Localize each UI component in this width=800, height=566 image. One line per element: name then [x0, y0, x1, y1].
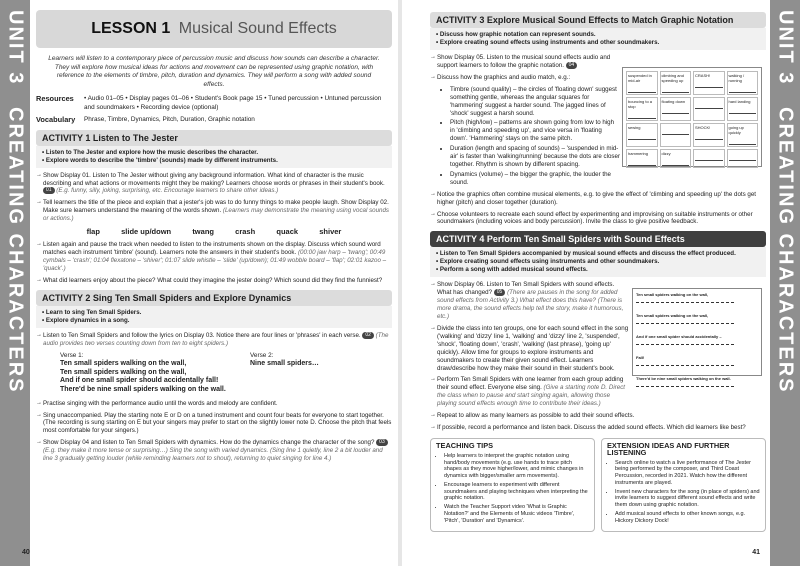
resources-text: • Audio 01–05 • Display pages 01–06 • Student's Book page 15 • Tuned percussion • Untuned percussion and soundmakers • Recording device (optional) — [84, 95, 382, 111]
teaching-tips-title: TEACHING TIPS — [436, 440, 494, 450]
element-item: • Duration (length and spacing of sounds) – 'suspended in mid-air' is faster than 'walking/running' because the dots are closer together. Rhythm is shown by different spacing. — [450, 145, 620, 169]
step-text: Listen again and pause the track when needed to listen to the instruments shown on the display. Discuss which sound word matches each instrument 'timbre' (sound). Learners note the answers in their student's book. — [43, 241, 381, 257]
left-content — [36, 0, 392, 467]
activity-2-objectives: • Learn to sing Ten Small Spiders. • Explore dynamics in a song. — [36, 306, 392, 328]
activity-3-heading: ACTIVITY 3 Explore Musical Sound Effects to Match Graphic Notation — [430, 12, 766, 28]
unit-label: UNIT 3 — [774, 10, 797, 86]
audio-badge-01[interactable]: 01 — [43, 187, 55, 194]
vocabulary-row — [36, 116, 392, 124]
notation-cell: walking / running — [727, 71, 759, 95]
vocabulary-label: Vocabulary — [36, 115, 76, 125]
extension-title: EXTENSION IDEAS AND FURTHER LISTENING — [607, 440, 730, 457]
resources-label: Resources — [36, 94, 74, 104]
step-text: Perform Ten Small Spiders with one learner from each group adding their sound effect. Everyone else sing. — [437, 376, 624, 392]
step-note: (Give a starting note D. Direct the class when to pause and start singing again, allowing those playing sound effects enough time to contribute their ideas.) — [437, 384, 626, 408]
extension-list — [607, 460, 760, 525]
lesson-number: LESSON 1 — [91, 20, 171, 37]
notation-cell — [693, 97, 725, 121]
unit-tab — [0, 0, 30, 566]
right-content — [430, 0, 766, 532]
notation-cell: climbing and speeding up — [660, 71, 692, 95]
audio-badge-04[interactable]: 04 — [566, 62, 578, 69]
activity-2-step-4 — [36, 439, 392, 463]
left-page — [0, 0, 398, 566]
tip-item: • Help learners to interpret the graphic notation using hand/body movements (e.g. use hands to trace pitch shapes as they move higher/lower, and mimic changes in dynamics with bigger/smaller arm movements). — [444, 453, 589, 480]
verse-2 — [250, 352, 319, 395]
verse-1 — [60, 352, 250, 395]
unit-label: UNIT 3 — [4, 10, 27, 86]
activity-3-objectives: • Discuss how graphic notation can represent sounds. • Explore creating sound effects using instruments and other soundmakers. — [430, 28, 766, 50]
spider-song-display — [632, 288, 762, 381]
notation-cell: floating down — [660, 97, 692, 121]
element-item: • Timbre (sound quality) – the circles of 'floating down' suggest something gentle, whereas the angular squares for 'hammering' suggest a harder sound. The jagged lines of 'shock' suggest a harsh sound. — [450, 86, 620, 118]
activity-1-step-2 — [36, 199, 392, 223]
notation-cell — [660, 123, 692, 147]
activity-1-heading: ACTIVITY 1 Listen to The Jester — [36, 130, 392, 146]
activity-2-step-1 — [36, 332, 392, 348]
activity-4-step-5: → If possible, record a performance and listen back. Discuss the added sound effects. Which did learners like best? — [430, 424, 766, 432]
activity-4-step-2: → Divide the class into ten groups, one for each sound effect in the song ('walking' and 'dizzy' line 1, 'walking' and 'dizzy' line 2, 'suspended', 'shock', 'floating down', 'crash', 'walking' (last phrase), 'going up' quickly). Allow time for groups to explore instruments and soundmakers to create their given sound effect. Learners draw/describe how they make their sound in their student's book. — [430, 325, 630, 372]
notation-cell: hammering — [626, 149, 658, 168]
notation-cell: SHOCK! — [693, 123, 725, 147]
activity-1-step-4: → What did learners enjoy about the piece? What could they imagine the jester doing? Which sound did they find the funniest? — [36, 277, 392, 285]
audio-badge-03[interactable]: 03 — [376, 439, 388, 446]
extension-item: • Add musical sound effects to other known songs, e.g. Hickory Dickory Dock! — [615, 511, 760, 525]
activity-4-heading: ACTIVITY 4 Perform Ten Small Spiders with Sound Effects — [430, 231, 766, 247]
verse-block — [60, 352, 392, 395]
activity-2-step-2: → Practise singing with the performance audio until the words and melody are confident. — [36, 400, 392, 408]
audio-badge-05[interactable]: 05 — [494, 289, 506, 296]
verse-line: And if one small spider should accidentally fall! — [60, 377, 219, 385]
sound-word: quack — [276, 227, 299, 237]
notation-cell — [727, 149, 759, 168]
sound-word: twang — [192, 227, 214, 237]
activity-3-step-2: → Discuss how the graphics and audio match, e.g.: — [430, 74, 620, 82]
spider-lyric: There'd be nine small spiders walking on the wall. — [636, 376, 758, 387]
step-text: Listen to Ten Small Spiders and follow the lyrics on Display 03. Notice there are four lines or 'phrases' in each verse. — [43, 331, 361, 339]
extension-item: • Invent new characters for the song (in place of spiders) and invite learners to suggest different sound effects and write them down using graphic notation. — [615, 489, 760, 509]
spider-lyric: And if one small spider should accidentally – — [636, 334, 758, 345]
elements-list — [450, 86, 620, 187]
step-note: (The audio provides two verses counting down from ten to eight spiders.) — [43, 331, 389, 347]
sound-word: shiver — [319, 227, 342, 237]
verse-line: Nine small spiders… — [250, 360, 319, 368]
extension-box — [601, 438, 766, 532]
lesson-header — [36, 10, 392, 48]
step-note: (E.g. funny, silly, joking, surprising, etc. Encourage learners to share other ideas.) — [56, 187, 279, 195]
step-text: Show Display 01. Listen to The Jester without giving any background information. What kind of character is the music describing and what actions or movements might they be making? Learners choose words or phrases in their student's book. — [43, 171, 385, 187]
lesson-subtitle: Musical Sound Effects — [178, 20, 337, 37]
notation-cell: bouncing to a stop — [626, 97, 658, 121]
activity-2-step-3: → Sing unaccompanied. Play the starting note E or D on a tuned instrument and count four beats for everyone to start together. (The recording is sung starting on E but your singers may prefer to start on the slightly lower note D. Choose the pitch that feels most comfortable for your singers.) — [36, 412, 392, 436]
element-item: • Pitch (high/low) – patterns are shown going from low to high in 'climbing and speeding up', and vice versa in 'floating down'. 'Hammering' stays on the same pitch. — [450, 119, 620, 143]
spider-lyric: Fall! — [636, 355, 758, 366]
lesson-intro: Learners will listen to a contemporary piece of percussion music and discuss how sounds can describe a character. They will explore how musical ideas for actions and movement can be represented using graphic notation, with reference to the elements of timbre, pitch, duration and dynamics. They will perform a song with added sound effects. — [48, 55, 380, 88]
notation-cell: going up quickly — [727, 123, 759, 147]
step-note: (E.g. they make it more tense or surprising…) Sing the song with varied dynamics. (Sing line 1 quietly, line 2 a bit louder and line 3 gradually getting louder (while reminding learners not to shout), returning to quiet singing for line 4.) — [43, 447, 383, 463]
activity-4-objectives: • Listen to Ten Small Spiders accompanied by musical sound effects and discuss the effect produced. • Explore creating sound effects using instruments and other soundmakers. • Perform a song with added musical sound effects. — [430, 247, 766, 277]
tip-item: • Watch the Teacher Support video 'What is Graphic Notation?' and the Elements of Music videos 'Timbre', 'Pitch', 'Duration' and 'Dynamics'. — [444, 504, 589, 524]
spider-lyric: Ten small spiders walking on the wall, — [636, 313, 758, 324]
notation-cell: CRASH! — [693, 71, 725, 95]
unit-tab — [770, 0, 800, 566]
activity-3-step-4: → Choose volunteers to recreate each sound effect by experimenting and improvising on suitable instruments or other soundmakers (including voices and body percussion). Invite the class to give positive feedback. — [430, 211, 766, 227]
step-text: Show Display 05. Listen to the musical sound effects audio and support learners to follow the graphic notation. — [437, 54, 611, 70]
step-note: (There are pauses in the song for added sound effects from Activity 3.) What effect does this have? (There is more drama, the sound effects help tell the story, make it humorous, etc.) — [437, 289, 624, 321]
bottom-boxes — [430, 438, 766, 532]
spider-lyric: Ten small spiders walking on the wall, — [636, 292, 758, 303]
page-number: 40 — [22, 549, 30, 556]
verse-line: Ten small spiders walking on the wall, — [60, 368, 187, 376]
step-text: Tell learners the title of the piece and explain that a jester's job was to do funny things to make people laugh. Show Display 02. Make sure learners understand the meaning of the words shown. — [43, 199, 389, 215]
step-note: (00:00 jaw harp – 'twang'; 00:49 cymbals – 'crash'; 01:04 flexatone – 'shiver'; 01:07 slide whistle – 'slide' (up/down); 01:49 wobble board – 'flap'; 02:01 kazoo – 'quack'.) — [43, 249, 387, 272]
notation-cell: dizzy — [660, 149, 692, 168]
sound-word: slide up/down — [121, 227, 172, 237]
activity-3-step-3: → Notice the graphics often combine musical elements, e.g. to give the effect of 'climbing and speeding up' the dots get higher (pitch) and closer together (duration). — [430, 191, 766, 207]
vocabulary-text: Phrase, Timbre, Dynamics, Pitch, Duration, Graphic notation — [84, 116, 255, 124]
activity-4-step-1 — [430, 281, 630, 321]
unit-title: CREATING CHARACTERS — [4, 107, 27, 394]
teaching-tips-box — [430, 438, 595, 532]
notation-cell: hard landing — [727, 97, 759, 121]
notation-cell — [693, 149, 725, 168]
notation-cell: suspended in mid-air — [626, 71, 658, 95]
verse-label: Verse 2: — [250, 351, 274, 359]
resources-row — [36, 95, 392, 112]
verse-label: Verse 1: — [60, 351, 84, 359]
step-text: Show Display 06. Listen to Ten Small Spiders with sound effects. What has changed? — [437, 281, 615, 297]
activity-4-step-4: → Repeat to allow as many learners as possible to add their sound effects. — [430, 412, 766, 420]
sound-word: crash — [235, 227, 256, 237]
teaching-tips-list — [436, 453, 589, 525]
unit-title: CREATING CHARACTERS — [774, 107, 797, 394]
page-number: 41 — [752, 549, 760, 556]
right-page — [402, 0, 800, 566]
lesson-title — [91, 20, 337, 38]
audio-badge-02[interactable]: 02 — [362, 332, 374, 339]
activity-2-heading: ACTIVITY 2 Sing Ten Small Spiders and Explore Dynamics — [36, 290, 392, 306]
graphic-notation-display — [622, 67, 762, 167]
verse-line: Ten small spiders walking on the wall, — [60, 360, 187, 368]
extension-item: • Search online to watch a live performance of The Jester being performed by the composer, and Third Coast Percussion, recorded in 2021. Watch how the different instruments are played. — [615, 460, 760, 487]
activity-3-step-1 — [430, 54, 620, 70]
activity-1-step-1 — [36, 172, 392, 196]
notation-cell: sewing — [626, 123, 658, 147]
sound-words — [76, 227, 352, 236]
activity-1-objectives: • Listen to The Jester and explore how the music describes the character. • Explore words to describe the 'timbre' (sounds) made by different instruments. — [36, 146, 392, 168]
activity-4-step-3 — [430, 376, 630, 408]
step-text: Show Display 04 and listen to Ten Small Spiders with dynamics. How do the dynamics change the character of the song? — [43, 439, 375, 447]
element-item: • Dynamics (volume) – the bigger the graphic, the louder the sound. — [450, 171, 620, 187]
tip-item: • Encourage learners to experiment with different soundmakers and playing techniques when interpreting the graphic notation. — [444, 482, 589, 502]
activity-1-step-3 — [36, 241, 392, 273]
verse-line: There'd be nine small spiders walking on the wall. — [60, 386, 226, 394]
sound-word: flap — [86, 227, 100, 237]
step-note: (Learners may demonstrate the meaning using vocal sounds or actions.) — [43, 207, 390, 223]
